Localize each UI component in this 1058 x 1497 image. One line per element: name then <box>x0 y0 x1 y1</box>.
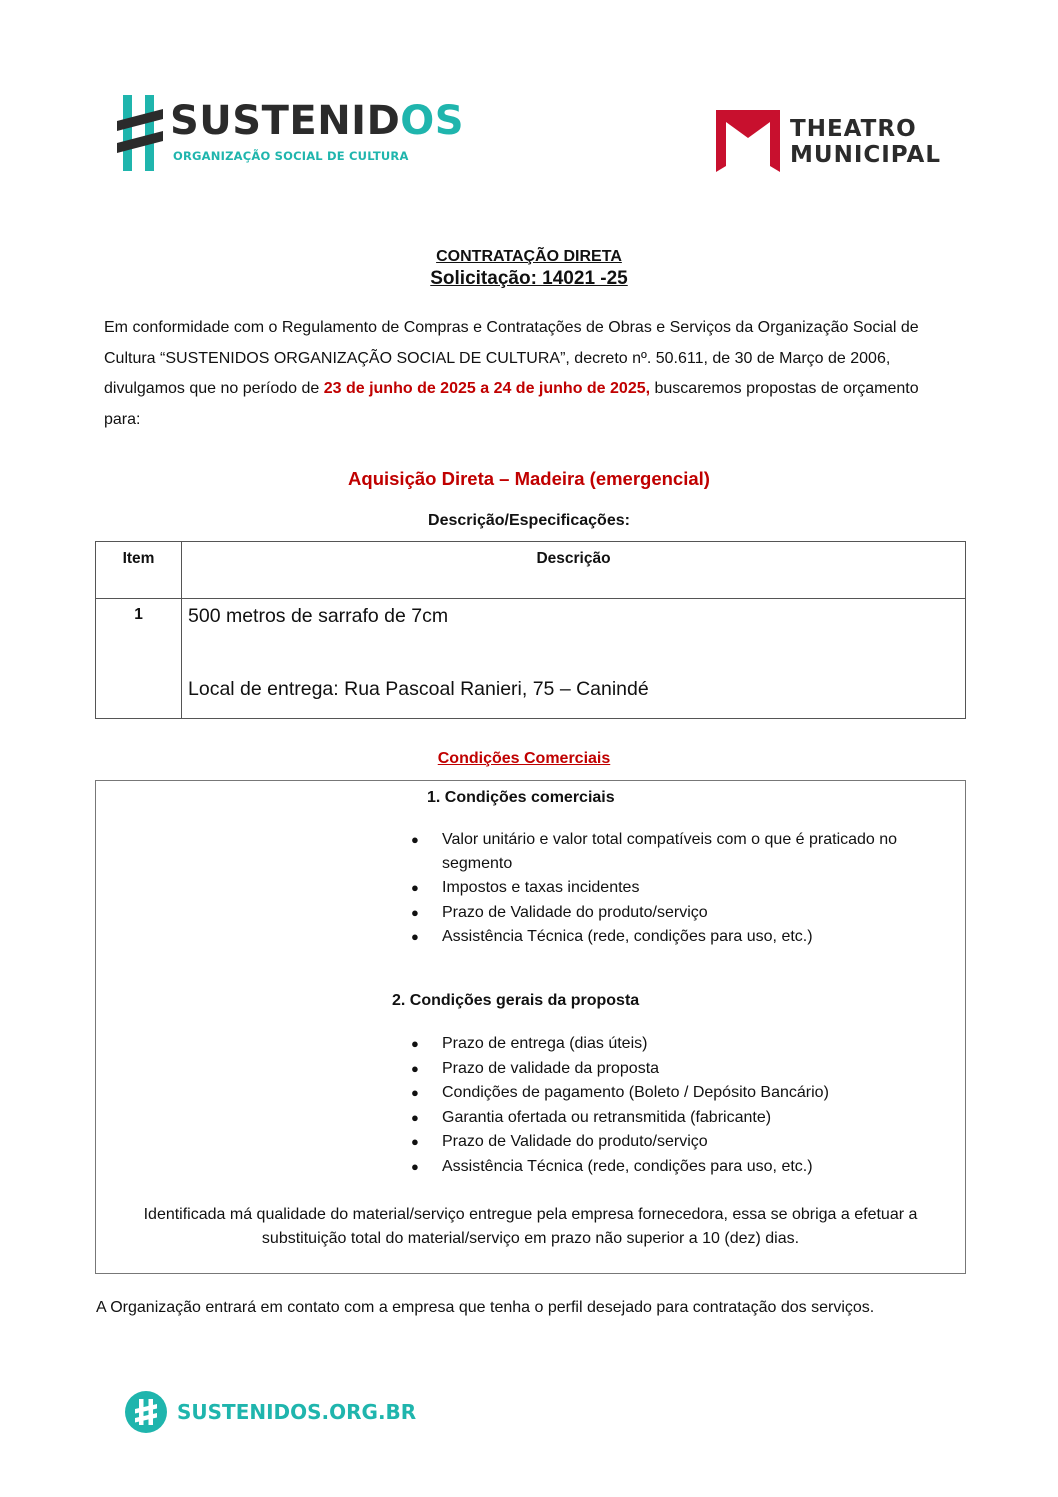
list-item <box>411 876 954 900</box>
list-item <box>411 1057 954 1081</box>
theatro-logo-text <box>790 116 941 168</box>
spec-title: Descrição/Especificações: <box>428 512 630 529</box>
sustenidos-logo-subtitle: ORGANIZAÇÃO SOCIAL DE CULTURA <box>173 149 409 163</box>
solicitation-number: Solicitação: 14021 -25 <box>430 268 628 289</box>
acquisition-title: Aquisição Direta – Madeira (emergencial) <box>348 468 710 489</box>
sustenidos-logo-name: SUSTENIDOS <box>170 98 465 144</box>
table-header-item: Item <box>122 550 155 567</box>
closing-statement: A Organização entrará em contato com a empresa que tenha o perfil desejado para contratação dos serviços. <box>96 1299 875 1316</box>
intro-text-end: buscaremos propostas de orçamento para: <box>104 380 919 428</box>
conditions-title: Condições Comerciais <box>437 750 611 767</box>
items-table <box>95 541 966 719</box>
bullet-icon: ● <box>411 1109 419 1125</box>
bullet-icon: ● <box>411 1158 419 1174</box>
list-item <box>411 1106 954 1130</box>
document-title: CONTRATAÇÃO DIRETA <box>436 248 622 265</box>
list-item-text: Condições de pagamento (Boleto / Depósito Bancário) <box>442 1084 829 1101</box>
intro-paragraph <box>104 313 954 435</box>
table-cell-description-product: 500 metros de sarrafo de 7cm <box>188 605 449 627</box>
list-item-text: Garantia ofertada ou retransmitida (fabricante) <box>442 1108 772 1126</box>
bullet-icon: ● <box>411 1036 419 1051</box>
bullet-icon: ● <box>411 832 419 847</box>
footer-logo <box>125 1391 417 1435</box>
theatro-logo-line2: MUNICIPAL <box>790 142 942 168</box>
bullet-icon: ● <box>411 1060 419 1076</box>
list-item-text: Prazo de Validade do produto/serviço <box>442 1133 708 1150</box>
list-item <box>411 1130 954 1154</box>
conditions-box <box>95 780 966 1274</box>
list-item-text: Prazo de validade da proposta <box>442 1059 660 1077</box>
list-item-text: Impostos e taxas incidentes <box>442 879 640 896</box>
list-item-text: Prazo de Validade do produto/serviço <box>442 903 708 921</box>
list-item <box>411 901 954 925</box>
bullet-icon: ● <box>411 1085 419 1100</box>
bullet-icon: ● <box>411 904 419 920</box>
list-item-text: Prazo de entrega (dias úteis) <box>442 1035 648 1052</box>
intro-period-highlight: 23 de junho de 2025 a 24 de junho de 2025, <box>323 380 651 397</box>
bullet-icon: ● <box>411 1134 419 1149</box>
quality-guarantee-note: Identificada má qualidade do material/serviço entregue pela empresa fornecedora, essa se obriga a efetuar a substituição total do material/serviço em prazo não superior a 10 (dez) dias. <box>143 1206 918 1247</box>
website-link[interactable]: SUSTENIDOS.ORG.BR <box>177 1400 417 1424</box>
bullet-icon: ● <box>411 880 419 895</box>
hash-circle-icon <box>125 1391 167 1433</box>
theatro-curtain-icon <box>716 108 780 174</box>
section2-heading: 2. Condições gerais da proposta <box>392 992 640 1009</box>
list-item-text: Assistência Técnica (rede, condições para uso, etc.) <box>442 1157 813 1175</box>
list-item-text: Assistência Técnica (rede, condições para uso, etc.) <box>442 928 813 945</box>
section2-list <box>411 1032 954 1179</box>
section1-heading: 1. Condições comerciais <box>427 789 615 806</box>
section1-list <box>411 828 954 950</box>
intro-text-start: Em conformidade com o Regulamento de Compras e Contratações de Obras e Serviços da Organização Social de Cultura “SUSTENIDOS ORGANIZAÇÃO SOCIAL DE CULTURA”, decreto nº. 50.611, de 30 de Março de 2006, divulgamos que no período de <box>104 319 919 397</box>
table-cell-item-number: 1 <box>134 606 143 623</box>
list-item <box>411 1032 954 1056</box>
list-item <box>411 1081 954 1105</box>
table-cell-description-delivery: Local de entrega: Rua Pascoal Ranieri, 75 – Canindé <box>188 678 649 700</box>
table-divider-vertical <box>181 542 182 718</box>
bullet-icon: ● <box>411 929 419 944</box>
list-item <box>411 925 954 949</box>
list-item <box>411 1155 954 1179</box>
list-item-text: Valor unitário e valor total compatíveis com o que é praticado no segmento <box>442 831 898 872</box>
theatro-municipal-logo <box>716 108 956 174</box>
sustenidos-logo <box>117 95 465 171</box>
hash-icon <box>117 95 169 171</box>
table-header-description: Descrição <box>536 550 611 567</box>
list-item <box>411 828 954 875</box>
theatro-logo-line1: THEATRO <box>790 116 917 142</box>
table-divider-horizontal <box>96 598 965 599</box>
